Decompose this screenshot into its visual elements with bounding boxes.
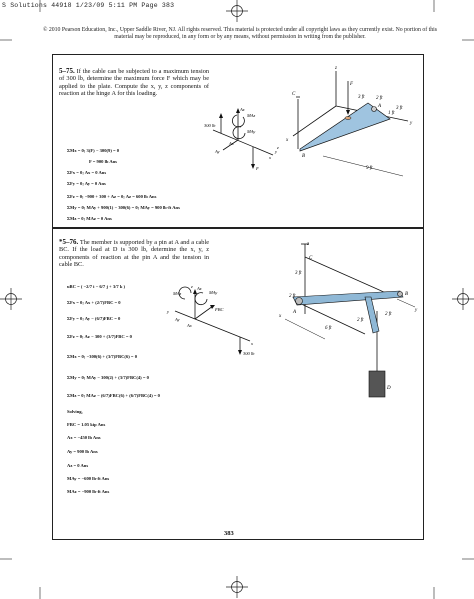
- fbd-label: Ay: [175, 317, 180, 322]
- copyright-notice: © 2010 Pearson Education, Inc., Upper Saddle River, NJ. All rights reserved. This material is protected under all copyright laws as they currently exist. No portion of this material may be reproduced, in any form or by any means, without permission in writing from the publisher.: [43, 27, 437, 40]
- figure-label: 6 ft: [325, 326, 332, 331]
- page-number: 383: [224, 530, 234, 537]
- fbd-label: FBC: [215, 307, 224, 312]
- figure-label: 1 ft: [388, 111, 395, 116]
- figure-label: 2 ft: [376, 96, 383, 101]
- problem-number: 5–75.: [59, 67, 75, 75]
- equation-line: F = 900 lb Ans: [89, 159, 117, 164]
- figure-label: x: [279, 314, 282, 319]
- problem-5-75-box: [52, 54, 424, 228]
- problem-5-76-box: [52, 228, 424, 540]
- fbd-label: Ax: [229, 141, 234, 146]
- equation-line: ΣFx = 0; Ax = 0 Ans: [67, 170, 107, 175]
- figure-label: C: [309, 256, 313, 261]
- equation-line: ΣFz = 0; −900 + 300 + Az = 0; Az = 600 lb Ans: [67, 194, 157, 199]
- equation-line: ΣFx = 0; Ax + (2/7)FBC = 0: [67, 300, 121, 305]
- free-body-diagram-2: [165, 281, 265, 356]
- figure-label: x: [286, 138, 289, 143]
- fbd-label: x: [269, 155, 271, 160]
- problem-5-75-statement: [59, 68, 209, 97]
- fbd-label: 300 lb: [243, 351, 255, 356]
- problem-figure-1: [278, 61, 423, 181]
- equation-line: uBC = ( −2/7 i − 6/7 j + 3/7 k ): [67, 284, 126, 289]
- fbd-label: F: [256, 166, 259, 171]
- equation-line: ΣFy = 0; Ay − (6/7)FBC = 0: [67, 316, 121, 321]
- figure-label: B: [302, 154, 306, 159]
- figure-label: D: [387, 386, 391, 391]
- equation-line: ΣMy = 0; MAy + 900(1) − 300(6) = 0; MAy = 900 lb·ft Ans: [67, 205, 180, 210]
- result-line: MAy = −600 lb·ft Ans: [67, 476, 110, 481]
- result-line: Ay = 900 lb Ans: [67, 449, 98, 454]
- figure-label: F: [350, 82, 354, 87]
- fbd-label: y: [275, 149, 277, 154]
- fbd-label: MAz: [173, 291, 182, 296]
- result-line: Ax = −450 lb Ans: [67, 435, 101, 440]
- figure-label: 2 ft: [289, 294, 296, 299]
- figure-label: A: [293, 310, 297, 315]
- fbd-label: MAz: [247, 113, 256, 118]
- figure-label: z: [307, 242, 309, 247]
- result-line: Az = 0 Ans: [67, 463, 89, 468]
- equation-line: ΣMz = 0; MAz − (6/7)FBC(6) + (6/7)FBC(4) = 0: [67, 393, 160, 398]
- figure-label: 2 ft: [357, 318, 364, 323]
- weight-block: [369, 371, 385, 397]
- figure-label: 2 ft: [385, 312, 392, 317]
- problem-5-76-statement: [59, 239, 209, 268]
- figure-label: 3 ft: [358, 95, 365, 100]
- figure-label: B: [405, 292, 409, 297]
- equation-line: ΣFz = 0; Az − 300 + (3/7)FBC = 0: [67, 334, 132, 339]
- problem-figure-2: [265, 239, 423, 409]
- figure-label: y: [415, 308, 418, 313]
- member-bar: [293, 291, 403, 305]
- figure-label: A: [378, 104, 382, 109]
- result-line: FBC = 1.05 kip Ans: [67, 422, 106, 427]
- figure-label: z: [335, 66, 337, 71]
- figure-label: 9 ft: [366, 166, 373, 171]
- fbd-label: Az: [197, 286, 202, 291]
- figure-label: 3 ft: [295, 271, 302, 276]
- figure-label: y: [410, 121, 413, 126]
- figure-label: C: [292, 92, 296, 97]
- fbd-label: z: [277, 145, 279, 150]
- equation-line: ΣMy = 0; MAy − 300(2) + (3/7)FBC(4) = 0: [67, 375, 149, 380]
- fbd-label: MAy: [209, 290, 218, 295]
- fbd-label: x: [251, 341, 253, 346]
- print-slug: S Solutions 44918 1/23/09 5:11 PM Page 383: [2, 2, 175, 9]
- fbd-label: MAy: [247, 129, 256, 134]
- fbd-label: Az: [240, 107, 245, 112]
- fbd-label: z: [191, 284, 193, 289]
- fbd-label: 300 lb: [204, 123, 216, 128]
- fbd-label: y: [167, 309, 169, 314]
- equation-line: ΣMx = 0; 3(F) − 300(9) = 0: [67, 148, 120, 153]
- equation-line: ΣMz = 0; MAz = 0 Ans: [67, 216, 112, 221]
- fbd-label: Ax: [187, 323, 192, 328]
- equation-line: ΣMx = 0; −300(6) + (3/7)FBC(6) = 0: [67, 354, 137, 359]
- equation-line: ΣFy = 0; Ay = 0 Ans: [67, 181, 106, 186]
- problem-text: The member is supported by a pin at A and a cable BC. If the load at D is 300 lb, determine the x, y, z components of reaction at the pin A and the tension in cable BC.: [59, 239, 209, 268]
- result-line: MAz = −900 lb·ft Ans: [67, 489, 110, 494]
- problem-number: *5–76.: [59, 238, 79, 246]
- fbd-label: Ay: [215, 149, 220, 154]
- problem-text: If the cable can be subjected to a maximum tension of 300 lb, determine the maximum force F which may be applied to the plate. Compute the x, y, z components of reaction at the hinge A for this loading.: [59, 68, 209, 97]
- solving-label: Solving,: [67, 409, 83, 414]
- free-body-diagram-1: [203, 105, 283, 175]
- figure-label: 3 ft: [396, 106, 403, 111]
